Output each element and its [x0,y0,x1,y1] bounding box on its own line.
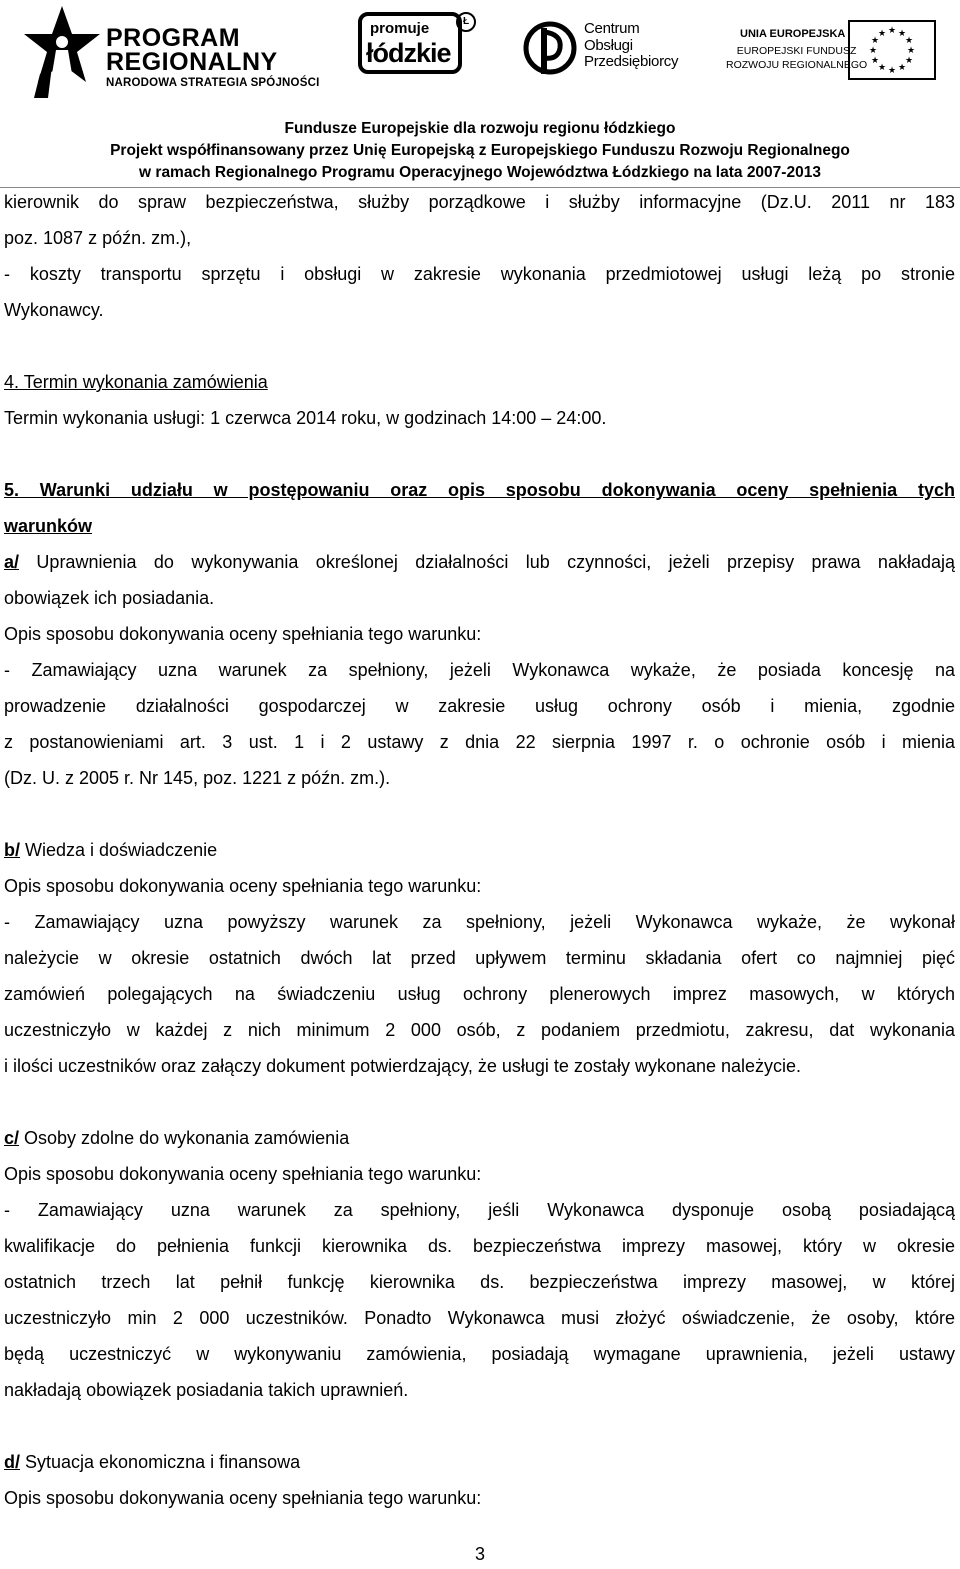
logo-promuje-lodzkie [358,12,476,80]
eu-flag-icon [848,20,936,80]
header-line-1: Fundusze Europejskie dla rozwoju regionu łódzkiego [284,120,676,137]
svg-text:★: ★ [904,56,914,66]
spacer [4,328,955,364]
body-line: - Zamawiający uzna warunek za spełniony, jeżeli Wykonawca wykaże, że posiada koncesję na [4,660,955,680]
page-number: 3 [474,1544,485,1564]
svg-text:★: ★ [870,56,880,66]
criterion-label: Opis sposobu dokonywania oceny spełniania tego warunku: [4,876,482,896]
logo-lodz-bottom: łódzkie [366,38,451,68]
svg-text:★: ★ [904,36,914,46]
header-line-2: Projekt współfinansowany przez Unię Europejską z Europejskiego Funduszu Rozwoju Regionalnego [110,142,850,159]
logo-program-title-2: REGIONALNY [106,48,278,76]
section-4-text: Termin wykonania usługi: 1 czerwca 2014 roku, w godzinach 14:00 – 24:00. [4,408,607,428]
subsection-d-prefix: d/ [4,1452,20,1472]
logo-unia-europejska [706,20,936,82]
svg-text:★: ★ [877,63,887,73]
body-line: prowadzenie działalności gospodarczej w zakresie usług ochrony osób i mienia, zgodnie [4,696,955,716]
logo-program-subtitle: NARODOWA STRATEGIA SPÓJNOŚCI [106,77,320,89]
body-line: uczestniczyło w każdej z nich minimum 2 000 osób, z podaniem przedmiotu, zakresu, dat wykonania [4,1020,955,1040]
svg-text:★: ★ [906,46,916,56]
svg-text:★: ★ [887,26,897,36]
subsection-c-text: Osoby zdolne do wykonania zamówienia [19,1128,350,1148]
body-line: i ilości uczestników oraz załączy dokument potwierdzający, że usługi te zostały wykonane należycie. [4,1056,802,1076]
cop-emblem-icon [522,18,578,80]
subsection-b-title [4,832,955,868]
logo-ue-line-1: UNIA EUROPEJSKA [740,28,846,40]
criterion-label: Opis sposobu dokonywania oceny spełniania tego warunku: [4,624,482,644]
subsection-d-text: Sytuacja ekonomiczna i finansowa [20,1452,301,1472]
body-line: - koszty transportu sprzętu i obsługi w zakresie wykonania przedmiotowej usługi leżą po stronie [4,264,955,284]
logo-centrum-obslugi [522,18,702,88]
header-line-3: w ramach Regionalnego Programu Operacyjnego Województwa Łódzkiego na lata 2007-2013 [139,164,821,181]
spacer [4,796,955,832]
subsection-a-prefix: a/ [4,552,20,572]
criterion-label: Opis sposobu dokonywania oceny spełniania tego warunku: [4,1488,482,1508]
logo-ue-line-2: EUROPEJSKI FUNDUSZ [736,45,857,57]
logo-cop-line-2: Obsługi [584,36,633,54]
subsection-c-title [4,1120,955,1156]
svg-text:★: ★ [870,36,880,46]
svg-text:★: ★ [887,66,897,76]
body-line: nakładają obowiązek posiadania takich uprawnień. [4,1380,409,1400]
body-line: - Zamawiający uzna warunek za spełniony, jeśli Wykonawca dysponuje osobą posiadającą [4,1200,955,1220]
spacer [4,436,955,472]
subsection-a-text: Uprawnienia do wykonywania określonej działalności lub czynności, jeżeli przepisy prawa nakładają [19,552,955,572]
body-line: kierownik do spraw bezpieczeństwa, służby porządkowe i służby informacyjne (Dz.U. 2011 nr 183 [4,192,955,212]
logo-lodz-mark: Ł [456,12,476,32]
subsection-d-title [4,1444,955,1480]
body-line: ostatnich trzech lat pełnił funkcję kierownika ds. bezpieczeństwa imprezy masowej, w której [4,1272,955,1292]
spacer [4,1408,955,1444]
body-line: uczestniczyło min 2 000 uczestników. Ponadto Wykonawca musi złożyć oświadczenie, że osoby, które [4,1308,955,1328]
body-line: kwalifikacje do pełnienia funkcji kierownika ds. bezpieczeństwa imprezy masowej, który w okresie [4,1236,955,1256]
section-5-heading: 5. Warunki udziału w postępowaniu oraz opis sposobu dokonywania oceny spełnienia tych [4,480,955,500]
body-line: poz. 1087 z późn. zm.), [4,228,192,248]
document-body [4,184,955,1516]
body-line: (Dz. U. z 2005 r. Nr 145, poz. 1221 z późn. zm.). [4,768,391,788]
logo-lodz-top: promuje [370,20,430,37]
body-line: - Zamawiający uzna powyższy warunek za spełniony, jeżeli Wykonawca wykaże, że wykonał [4,912,955,932]
body-line: z postanowieniami art. 3 ust. 1 i 2 ustawy z dnia 22 sierpnia 1997 r. o ochronie osób i mienia [4,732,955,752]
section-4-heading: 4. Termin wykonania zamówienia [4,372,268,392]
logo-cop-line-1: Centrum [584,20,640,37]
section-5-heading-cont: warunków [4,516,93,536]
subsection-a-title [4,544,955,580]
subsection-b-prefix: b/ [4,840,20,860]
subsection-b-text: Wiedza i doświadczenie [20,840,218,860]
svg-text:★: ★ [897,29,907,39]
header-text [0,118,960,184]
svg-text:★: ★ [897,63,907,73]
header-logos [0,0,960,108]
logo-program-title-1: PROGRAM [106,24,241,52]
body-line: obowiązek ich posiadania. [4,588,215,608]
subsection-c-prefix: c/ [4,1128,20,1148]
criterion-label: Opis sposobu dokonywania oceny spełniania tego warunku: [4,1164,482,1184]
body-line: należycie w okresie ostatnich dwóch lat przed upływem terminu składania ofert co najmniej pięć [4,948,955,968]
svg-text:★: ★ [868,46,878,56]
logo-program-regionalny [22,4,322,100]
logo-cop-line-3: Przedsiębiorcy [584,53,679,70]
body-line: zamówień polegających na świadczeniu usług ochrony plenerowych imprez masowych, w których [4,984,955,1004]
body-line: będą uczestniczyć w wykonywaniu zamówienia, posiadają wymagane uprawnienia, jeżeli ustawy [4,1344,955,1364]
star-figure-icon [22,4,102,100]
logo-ue-line-3: ROZWOJU REGIONALNEGO [726,59,868,71]
svg-text:★: ★ [877,29,887,39]
spacer [4,1084,955,1120]
body-line: Wykonawcy. [4,300,104,320]
